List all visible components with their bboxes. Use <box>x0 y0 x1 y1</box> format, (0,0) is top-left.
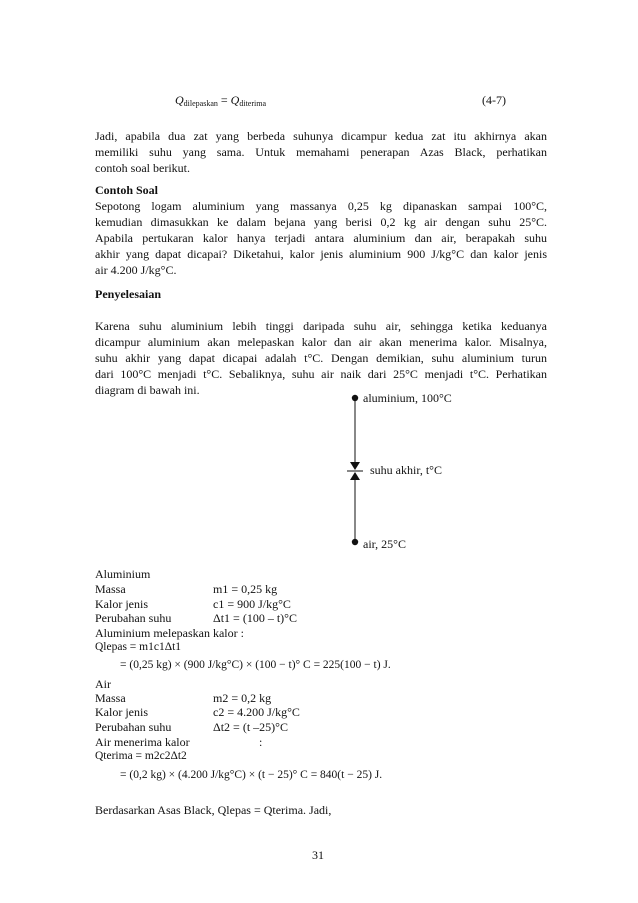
text-line: contoh soal berikut. <box>95 161 190 175</box>
air-equation-2: = (0,2 kg) × (4.200 J/kg°C) × (t − 25)° C = 840(t − 25) J. <box>120 769 383 781</box>
diagram-label-water: air, 25°C <box>363 537 406 551</box>
air-receive-colon: : <box>259 735 263 749</box>
row-value: m2 = 0,2 kg <box>213 691 272 705</box>
row-label: Perubahan suhu <box>95 720 172 734</box>
text-line: suhu akhir yang dapat dicapai adalah t°C. Dengan demikian, suhu aluminium turun <box>95 351 547 365</box>
aluminium-title: Aluminium <box>95 567 151 581</box>
text-line: air 4.200 J/kg°C. <box>95 263 177 277</box>
diagram-label-final: suhu akhir, t°C <box>370 463 442 477</box>
text-line: dicampur aluminium akan melepaskan kalor dan air akan menerima kalor. Misalnya, <box>95 335 547 349</box>
air-title: Air <box>95 677 111 691</box>
text-line: Sepotong logam aluminium yang massanya 0,25 kg dipanaskan sampai 100°C, <box>95 199 547 213</box>
conclusion-text: Berdasarkan Asas Black, Qlepas = Qterima. Jadi, <box>95 803 332 817</box>
example-heading: Contoh Soal <box>95 183 159 197</box>
formula-q1-sub: dilepaskan <box>183 99 218 108</box>
example-section <box>95 182 547 278</box>
formula-number: (4-7) <box>482 93 506 107</box>
aluminium-equation-1: Qlepas = m1c1Δt1 <box>95 641 182 653</box>
aluminium-equation-2: = (0,25 kg) × (900 J/kg°C) × (100 − t)° C = 225(100 − t) J. <box>120 659 391 671</box>
row-value: Δt1 = (100 – t)°C <box>213 611 297 625</box>
aluminium-release-text: Aluminium melepaskan kalor : <box>95 626 244 640</box>
text-line: akhir yang dapat dicapai? Diketahui, kalor jenis aluminium 900 J/kg°C dan kalor jenis <box>95 247 547 261</box>
formula-q2: Q <box>230 93 240 107</box>
row-value: m1 = 0,25 kg <box>213 582 278 596</box>
solution-heading: Penyelesaian <box>95 287 161 301</box>
row-value: Δt2 = (t –25)°C <box>213 720 288 734</box>
text-line: kemudian dimasukkan ke dalam bejana yang berisi 0,2 kg air dengan suhu 25°C. <box>95 215 547 229</box>
solution-text <box>95 318 547 398</box>
row-label: Massa <box>95 691 126 705</box>
row-label: Kalor jenis <box>95 597 148 611</box>
row-value: c2 = 4.200 J/kg°C <box>213 705 300 719</box>
text-line: Jadi, apabila dua zat yang berbeda suhunya dicampur kedua zat itu akhirnya akan <box>95 129 547 143</box>
formula-q2-sub: diterima <box>239 99 266 108</box>
text-line: dari 100°C menjadi t°C. Sebaliknya, suhu air naik dari 25°C menjadi t°C. Perhatikan <box>95 367 547 381</box>
text-line: Apabila pertukaran kalor hanya terjadi antara aluminium dan air, berapakah suhu <box>95 231 547 245</box>
text-line: Karena suhu aluminium lebih tinggi daripada suhu air, sehingga ketika keduanya <box>95 319 547 333</box>
air-equation-1: Qterima = m2c2Δt2 <box>95 750 187 762</box>
paragraph-intro <box>95 128 547 176</box>
row-label: Perubahan suhu <box>95 611 172 625</box>
air-receive-text: Air menerima kalor <box>95 735 190 749</box>
formula-eq: = <box>217 93 231 107</box>
text-line: diagram di bawah ini. <box>95 383 200 397</box>
text-line: memiliki suhu yang sama. Untuk memahami penerapan Azas Black, perhatikan <box>95 145 547 159</box>
formula-4-7 <box>175 93 266 108</box>
solution-heading-block <box>95 286 547 302</box>
row-value: c1 = 900 J/kg°C <box>213 597 291 611</box>
diagram-down-arrow <box>350 462 360 470</box>
page-number: 31 <box>312 848 324 862</box>
diagram-label-aluminium: aluminium, 100°C <box>363 391 452 405</box>
row-label: Massa <box>95 582 126 596</box>
formula-q1: Q <box>175 93 184 107</box>
row-label: Kalor jenis <box>95 705 148 719</box>
diagram-bottom-dot <box>352 539 358 545</box>
